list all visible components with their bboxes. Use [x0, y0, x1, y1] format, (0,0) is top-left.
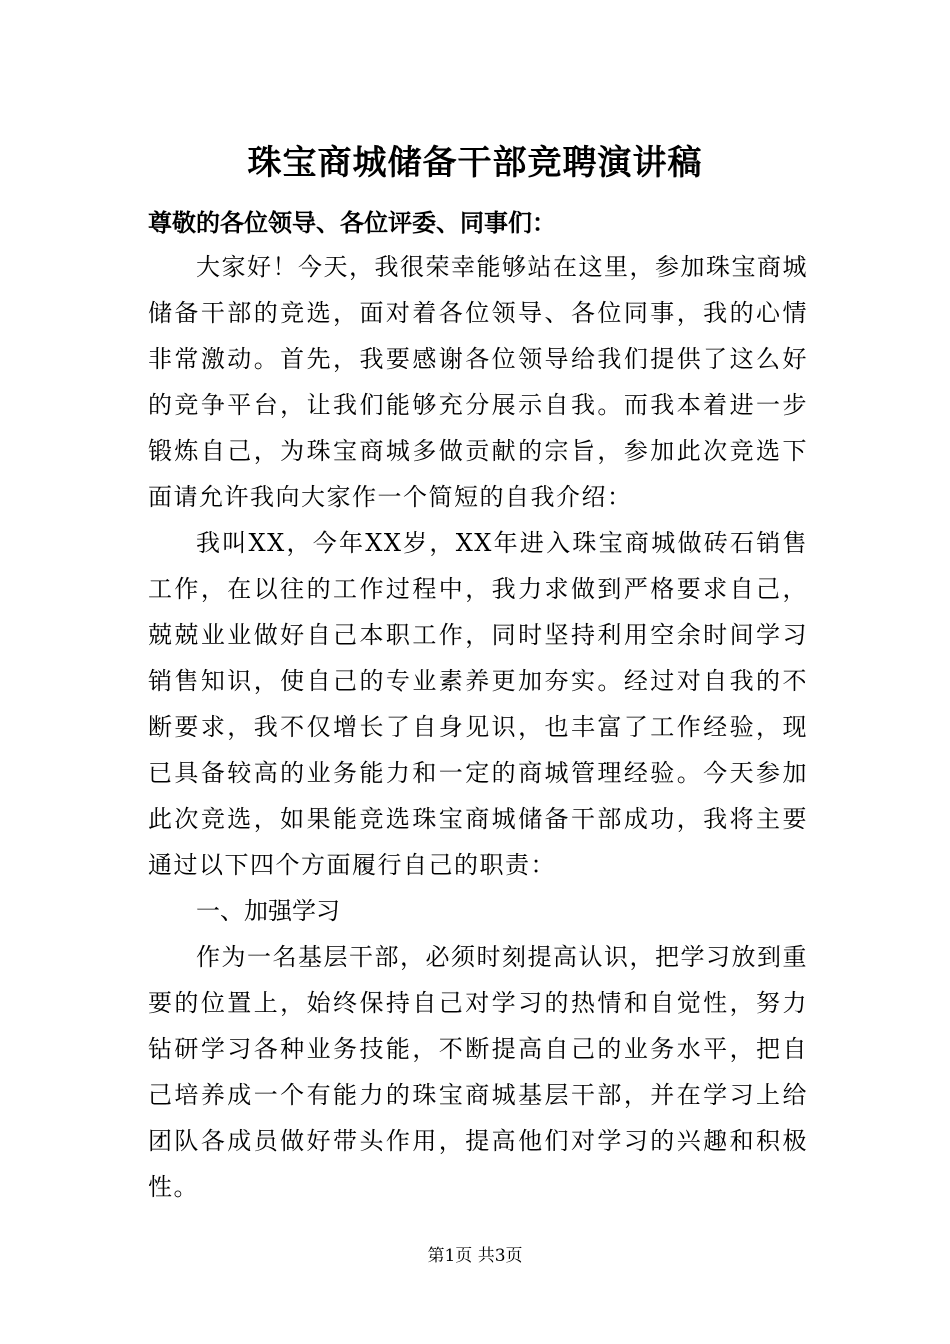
paragraph-greeting: 大家好！今天，我很荣幸能够站在这里，参加珠宝商城储备干部的竞选，面对着各位领导、各位同事，我的心情非常激动。首先，我要感谢各位领导给我们提供了这么好的竞争平台，让我们能够充分展示自我。而我本着进一步锻炼自己，为珠宝商城多做贡献的宗旨，参加此次竞选下面请允许我向大家作一个简短的自我介绍： — [148, 253, 808, 511]
salutation: 尊敬的各位领导、各位评委、同事们： — [148, 209, 556, 237]
page-footer: 第1页 共3页 — [427, 1246, 523, 1266]
paragraph-self-introduction: 我叫XX，今年XX岁，XX年进入珠宝商城做砖石销售工作，在以往的工作过程中，我力求做到严格要求自己，兢兢业业做好自己本职工作，同时坚持利用空余时间学习销售知识，使自己的专业素养更加夯实。经过对自我的不断要求，我不仅增长了自身见识，也丰富了工作经验，现已具备较高的业务能力和一定的商城管理经验。今天参加此次竞选，如果能竞选珠宝商城储备干部成功，我将主要通过以下四个方面履行自己的职责： — [148, 529, 808, 879]
document-title: 珠宝商城储备干部竞聘演讲稿 — [247, 143, 703, 183]
section-heading-study: 一、加强学习 — [196, 897, 340, 925]
document-body — [148, 244, 808, 1210]
paragraph-study: 作为一名基层干部，必须时刻提高认识，把学习放到重要的位置上，始终保持自己对学习的热情和自觉性，努力钻研学习各种业务技能，不断提高自己的业务水平，把自己培养成一个有能力的珠宝商城基层干部，并在学习上给团队各成员做好带头作用，提高他们对学习的兴趣和积极性。 — [148, 943, 808, 1201]
